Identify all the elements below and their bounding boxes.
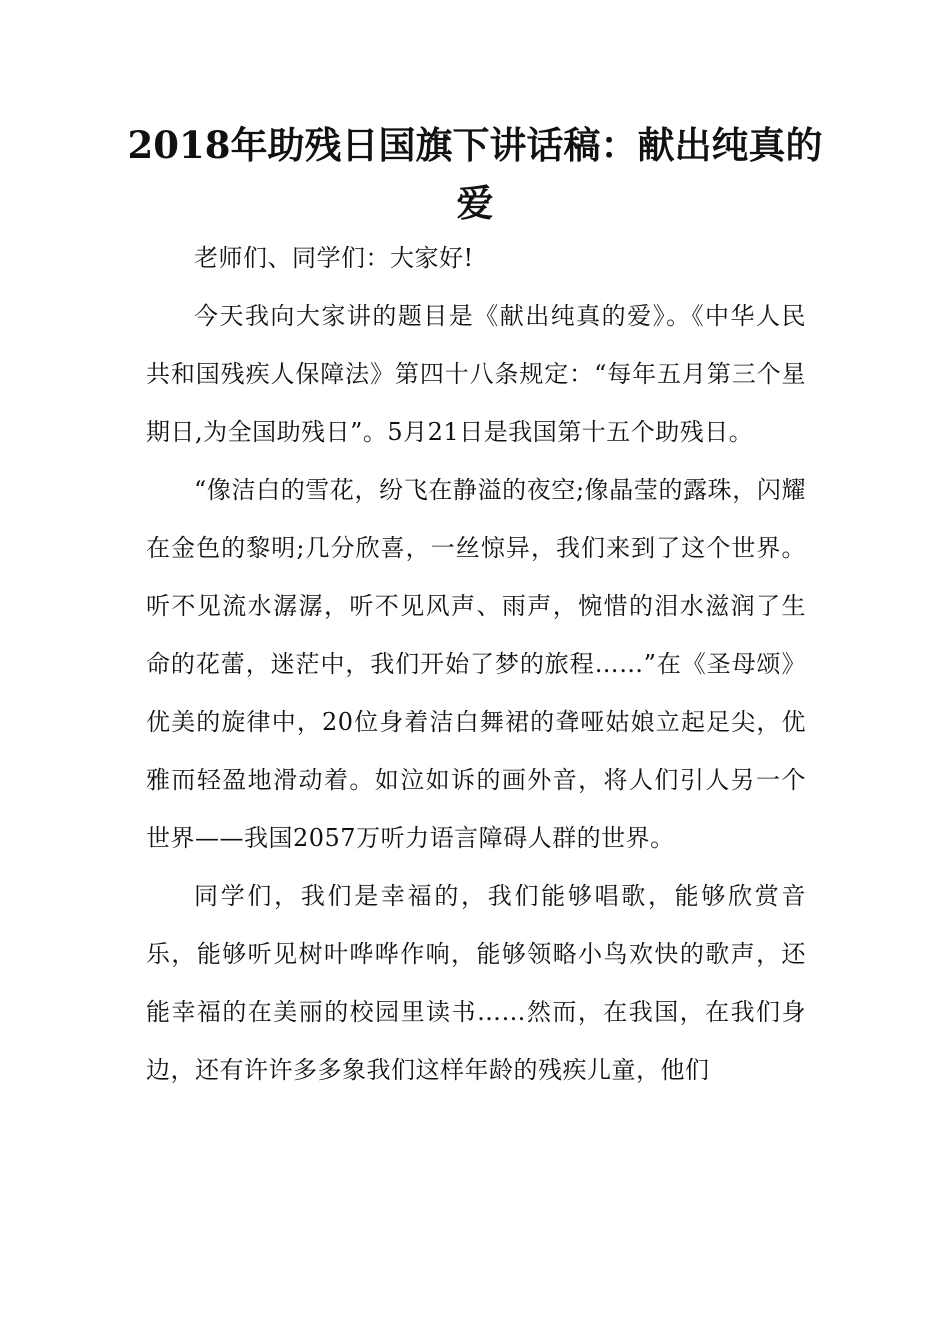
paragraph-quote: “像洁白的雪花，纷飞在静溢的夜空;像晶莹的露珠，闪耀在金色的黎明;几分欣喜，一丝惊异，我们来到了这个世界。听不见流水潺潺，听不见风声、雨声，惋惜的泪水滋润了生命的花蕾，迷茫中，我们开始了梦的旅程……”在《圣母颂》优美的旋律中，20位身着洁白舞裙的聋哑姑娘立起足尖，优雅而轻盈地滑动着。如泣如诉的画外音，将人们引人另一个世界——我国2057万听力语言障碍人群的世界。 — [146, 476, 806, 852]
paragraph-greeting: 老师们、同学们：大家好! — [194, 244, 474, 272]
document-title: 2018年助残日国旗下讲话稿：献出纯真的爱 — [127, 123, 823, 225]
paragraph-topic: 今天我向大家讲的题目是《献出纯真的爱》。《中华人民共和国残疾人保障法》第四十八条规定：“每年五月第三个星期日,为全国助残日”。5月21日是我国第十五个助残日。 — [146, 302, 806, 446]
document-body — [146, 229, 806, 1099]
paragraph-reflection: 同学们，我们是幸福的，我们能够唱歌，能够欣赏音乐，能够听见树叶哗哗作响，能够领略小鸟欢快的歌声，还能幸福的在美丽的校园里读书……然而，在我国，在我们身边，还有许许多多象我们这样年龄的残疾儿童，他们 — [146, 882, 806, 1084]
